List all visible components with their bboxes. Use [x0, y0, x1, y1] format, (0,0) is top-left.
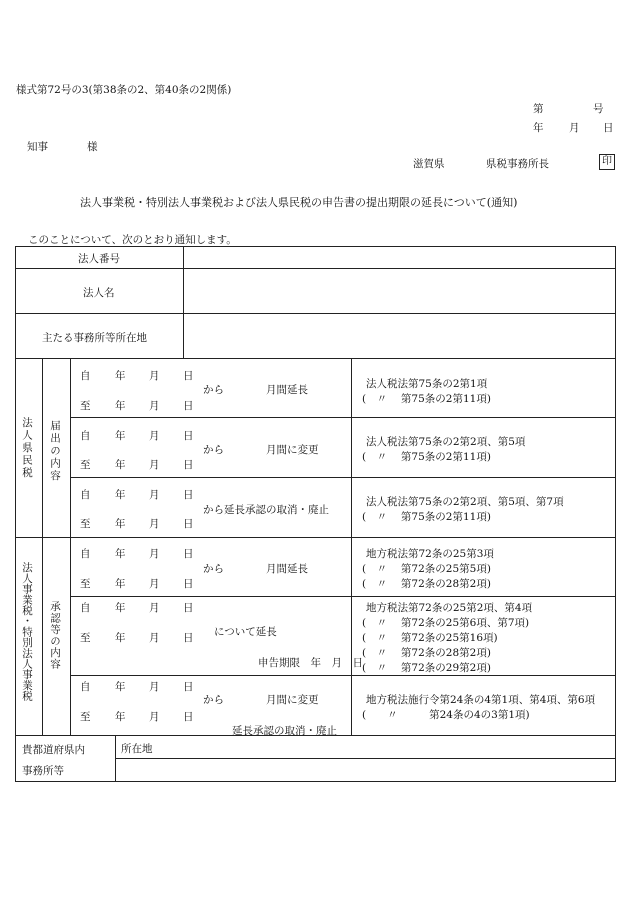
day-label: 日 — [183, 430, 194, 442]
row-middle-text: から 月間に変更 — [203, 444, 319, 456]
corp-number-label: 法人番号 — [78, 253, 120, 265]
day-label: 日 — [183, 400, 194, 412]
law-line: ( 〃 第72条の29第2項) — [362, 662, 491, 674]
month-label: 月 — [149, 548, 160, 560]
seal-stamp: 印 — [599, 154, 615, 170]
row-middle-text: から 月間に変更 — [203, 694, 319, 706]
from-label: 自 — [80, 430, 91, 442]
year-label: 年 — [115, 578, 126, 590]
year-label: 年 — [115, 430, 126, 442]
table-line — [70, 358, 71, 736]
deadline-text: 申告期限 年 月 日 — [258, 657, 363, 669]
law-line: ( 〃 第72条の25第16項) — [362, 632, 498, 644]
row-middle-text: から 月間延長 — [203, 384, 308, 396]
to-label: 至 — [80, 711, 91, 723]
table-line — [351, 358, 352, 736]
location-label: 所在地 — [121, 743, 153, 755]
to-label: 至 — [80, 459, 91, 471]
law-line: ( 〃 第72条の25第6項、第7項) — [362, 617, 530, 629]
month-label: 月 — [149, 711, 160, 723]
row-middle-text: から 月間延長 — [203, 563, 308, 575]
month-label: 月 — [149, 459, 160, 471]
from-label: 自 — [80, 548, 91, 560]
year-label: 年 — [115, 489, 126, 501]
year-label: 年 — [115, 602, 126, 614]
day-label: 日 — [183, 602, 194, 614]
law-line: ( 〃 第72条の28第2項) — [362, 578, 491, 590]
to-label: 至 — [80, 632, 91, 644]
number-dai: 第 — [533, 103, 544, 115]
table-line — [42, 358, 43, 736]
to-label: 至 — [80, 518, 91, 530]
table-line — [70, 417, 616, 418]
month-label: 月 — [149, 370, 160, 382]
table-line — [15, 537, 616, 538]
month-label: 月 — [149, 489, 160, 501]
law-line: 法人税法第75条の2第1項 — [366, 378, 488, 390]
year-label: 年 — [115, 711, 126, 723]
table-line — [70, 477, 616, 478]
day-label: 日 — [183, 578, 194, 590]
law-line: 地方税法第72条の25第2項、第4項 — [366, 602, 533, 614]
law-line: ( 〃 第75条の2第11項) — [362, 511, 491, 523]
table-line — [70, 596, 616, 597]
row-middle-text: から延長承認の取消・廃止 — [203, 504, 329, 516]
day-label: 日 — [183, 459, 194, 471]
law-line: 地方税法第72条の25第3項 — [366, 548, 494, 560]
law-line: 地方税法施行令第24条の4第1項、第4項、第6項 — [366, 694, 596, 706]
governor-sama: 様 — [87, 141, 98, 153]
year-label: 年 — [115, 681, 126, 693]
law-line: ( 〃 第24条の4の3第1項) — [362, 709, 530, 721]
day-label: 日 — [183, 711, 194, 723]
month-label: 月 — [149, 430, 160, 442]
law-line: ( 〃 第75条の2第11項) — [362, 451, 491, 463]
corp-name-label: 法人名 — [83, 287, 115, 299]
prefecture-name: 滋賀県 — [413, 158, 445, 170]
month-label: 月 — [149, 602, 160, 614]
date-month: 月 — [569, 122, 580, 134]
date-year: 年 — [533, 122, 544, 134]
from-label: 自 — [80, 602, 91, 614]
row-middle-text: について延長 — [214, 626, 277, 638]
year-label: 年 — [115, 370, 126, 382]
day-label: 日 — [183, 370, 194, 382]
year-label: 年 — [115, 548, 126, 560]
day-label: 日 — [183, 518, 194, 530]
year-label: 年 — [115, 459, 126, 471]
to-label: 至 — [80, 578, 91, 590]
date-day: 日 — [603, 122, 614, 134]
cancel-text: 延長承認の取消・廃止 — [232, 725, 337, 737]
address-field[interactable] — [184, 314, 615, 358]
group-resident-tax-label: 法人県民税 — [21, 417, 33, 480]
year-label: 年 — [115, 400, 126, 412]
law-line: ( 〃 第72条の25第5項) — [362, 563, 491, 575]
year-label: 年 — [115, 518, 126, 530]
month-label: 月 — [149, 518, 160, 530]
location-field[interactable] — [175, 737, 615, 758]
from-label: 自 — [80, 681, 91, 693]
day-label: 日 — [183, 548, 194, 560]
table-line — [70, 675, 616, 676]
law-line: ( 〃 第75条の2第11項) — [362, 393, 491, 405]
group-resident-tax-sub: 届出の内容 — [49, 420, 61, 483]
year-label: 年 — [115, 632, 126, 644]
form-number: 様式第72号の3(第38条の2、第40条の2関係) — [16, 84, 232, 96]
day-label: 日 — [183, 489, 194, 501]
office-label-2: 事務所等 — [22, 765, 64, 777]
office-extra-field[interactable] — [116, 759, 615, 781]
number-go: 号 — [593, 103, 604, 115]
governor-label: 知事 — [27, 141, 48, 153]
document-title: 法人事業税・特別法人事業税および法人県民税の申告書の提出期限の延長について(通知) — [80, 196, 518, 209]
day-label: 日 — [183, 681, 194, 693]
office-head: 県税事務所長 — [486, 158, 549, 170]
table-line — [15, 358, 616, 359]
month-label: 月 — [149, 632, 160, 644]
intro-text: このことについて、次のとおり通知します。 — [28, 234, 237, 246]
group-business-tax-sub: 承認等の内容 — [49, 601, 61, 670]
address-label: 主たる事務所等所在地 — [42, 332, 147, 344]
month-label: 月 — [149, 681, 160, 693]
law-line: 法人税法第75条の2第2項、第5項、第7項 — [366, 496, 564, 508]
day-label: 日 — [183, 632, 194, 644]
month-label: 月 — [149, 400, 160, 412]
from-label: 自 — [80, 489, 91, 501]
group-business-tax-label: 法人事業税・特別法人事業税 — [21, 562, 33, 702]
corp-name-field[interactable] — [184, 269, 615, 313]
from-label: 自 — [80, 370, 91, 382]
law-line: ( 〃 第72条の28第2項) — [362, 647, 491, 659]
office-label-1: 貴都道府県内 — [22, 744, 85, 756]
to-label: 至 — [80, 400, 91, 412]
month-label: 月 — [149, 578, 160, 590]
law-line: 法人税法第75条の2第2項、第5項 — [366, 436, 526, 448]
corp-number-field[interactable] — [184, 247, 615, 268]
